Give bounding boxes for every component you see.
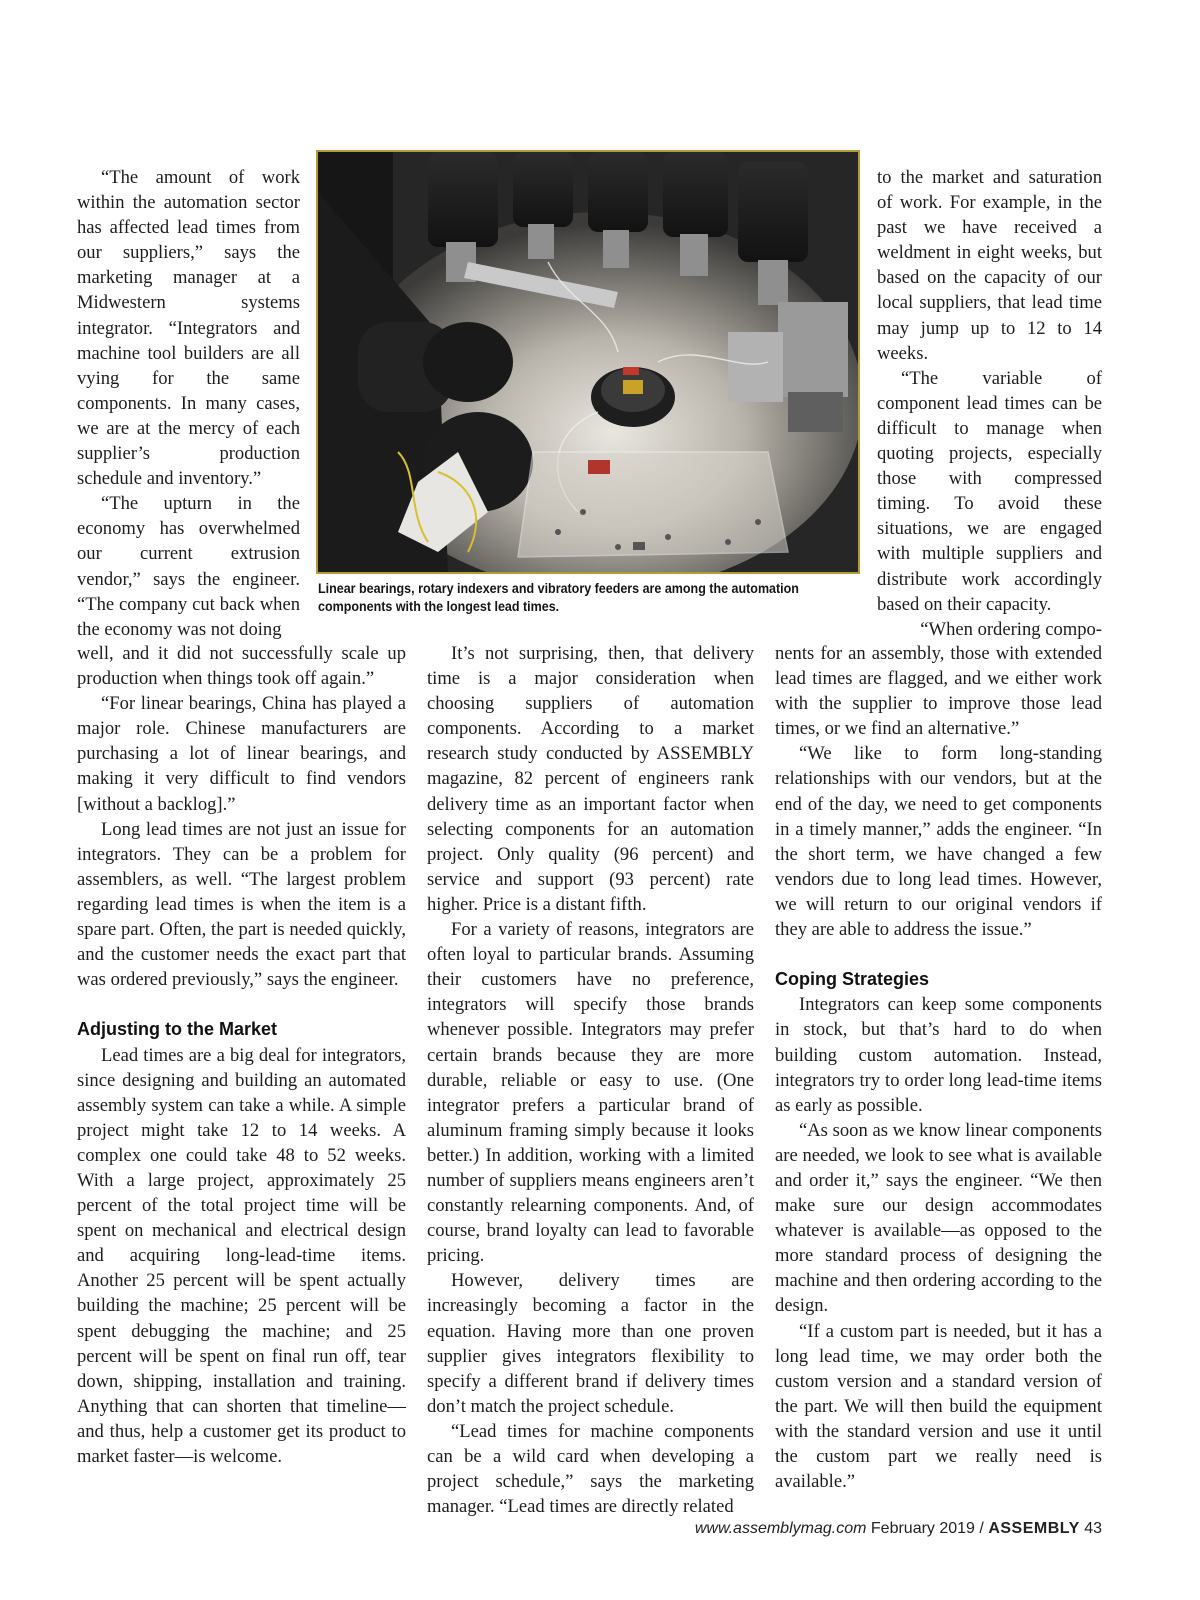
body-paragraph: “Lead times for machine components can be a wild card when developing a project schedule,” says the marketing manager. “Lead times are directly related — [427, 1420, 754, 1518]
page-footer — [695, 1520, 1102, 1538]
body-paragraph: It’s not surprising, then, that delivery time is a major consideration when choosing suppliers of automation components. According to a market research study conducted by ASSEMBLY magazine, 82 percent of engineers rank delivery time as an important factor when selecting components for an automation project. Only quality (96 percent) and service and support (93 percent) rate higher. Price is a distant fifth. — [427, 643, 754, 915]
footer-url[interactable]: www.assemblymag.com — [694, 1520, 867, 1537]
body-paragraph: Lead times are a big deal for integrators, since designing and building an automated assembly system can take a while. A simple project might take 12 to 14 weeks. A complex one could take 48 to 52 weeks. With a large project, approximately 25 percent of the total project time will be spent on mechanical and electrical design and acquiring long-lead-time items. Another 25 percent will be spent actually building the machine; 25 percent will be spent debugging the machine; and 25 percent will be spent on final run off, tear down, shipping, installation and training. Anything that can shorten that timeline—and thus, help a customer get its product to market faster—is welcome. — [77, 1044, 406, 1467]
body-paragraph-continued: well, and it did not successfully scale up production when things took off again.” — [77, 643, 406, 690]
column-1 — [77, 641, 406, 1469]
body-paragraph-continued: to the market and saturation of work. For example, in the past we have received a weldment in eight weeks, but based on the capacity of our local suppliers, that lead time may jump up to 12 to 14 weeks. — [877, 167, 1102, 364]
body-paragraph: Integrators can keep some components in stock, but that’s hard to do when building custom automation. Instead, integrators try to order long lead-time items as early as possible. — [775, 994, 1102, 1116]
body-paragraph: “We like to form long-standing relationships with our vendors, but at the end of the day, we need to get components in a timely manner,” adds the engineer. “In the short term, we have changed a few vendors due to long lead times. However, we will return to our original vendors if they are able to address the issue.” — [775, 743, 1102, 941]
footer-date: February 2019 — [870, 1520, 975, 1537]
page-number: 43 — [1084, 1520, 1102, 1537]
column-3-wrap — [877, 165, 1102, 642]
body-paragraph: For a variety of reasons, integrators are often loyal to particular brands. Assuming their customers have no preference, integrators will specify those brands whenever possible. Integrators may prefer certain brands because they are more durable, reliable or easy to use. (One integrator prefers a particular brand of aluminum framing simply because it looks better.) In addition, working with a limited number of suppliers means engineers aren’t constantly relearning components. And, of course, brand loyalty can lead to favorable pricing. — [427, 919, 754, 1267]
body-paragraph: However, delivery times are increasingly becoming a factor in the equation. Having more than one proven supplier gives integrators flexibility to specify a different brand if delivery times don’t match the project schedule. — [427, 1270, 754, 1417]
body-paragraph: “As soon as we know linear components are needed, we look to see what is available and order it,” says the engineer. “We then make sure our design accommodates whatever is available—as opposed to the more standard process of designing the machine and then ordering according to the design. — [775, 1119, 1102, 1317]
column-2 — [427, 641, 754, 1519]
column-1-wrap — [77, 165, 300, 642]
body-paragraph: “The variable of component lead times can be difficult to manage when quoting projects, especially those with compressed timing. To avoid these situations, we are engaged with multiple suppliers and distribute work accordingly based on their capacity. — [877, 367, 1102, 615]
body-paragraph: “For linear bearings, China has played a major role. Chinese manufacturers are purchasing a lot of linear bearings, and making it very difficult to find vendors [without a backlog].” — [77, 693, 406, 815]
body-paragraph: “When ordering compo- — [920, 618, 1102, 640]
column-3 — [775, 641, 1102, 1494]
section-heading-coping: Coping Strategies — [775, 969, 930, 990]
automation-machine-image — [318, 152, 858, 572]
body-paragraph: “The upturn in the economy has overwhelmed our current extrusion vendor,” says the engineer. “The company cut back when the economy was not doing — [77, 493, 300, 640]
machine-photo — [316, 150, 860, 574]
footer-separator: / — [979, 1520, 984, 1537]
figure-caption: Linear bearings, rotary indexers and vibratory feeders are among the automation components with the longest lead times. — [318, 581, 799, 615]
footer-magazine: ASSEMBLY — [988, 1520, 1080, 1537]
body-paragraph-continued: nents for an assembly, those with extended lead times are flagged, and we either work with the supplier to improve those lead times, or we find an alternative.” — [775, 643, 1102, 740]
section-heading-adjusting: Adjusting to the Market — [77, 1019, 278, 1040]
body-paragraph: Long lead times are not just an issue for integrators. They can be a problem for assemblers, as well. “The largest problem regarding lead times is when the item is a spare part. Often, the part is needed quickly, and the customer needs the exact part that was ordered previously,” says the engineer. — [77, 818, 406, 991]
body-paragraph: “The amount of work within the automation sector has affected lead times from our suppliers,” says the marketing manager at a Midwestern systems integrator. “Integrators and machine tool builders are all vying for the same components. In many cases, we are at the mercy of each supplier’s production schedule and inventory.” — [77, 167, 300, 490]
body-paragraph: “If a custom part is needed, but it has a long lead time, we may order both the custom version and a standard version of the part. We will then build the equipment with the standard version and use it until the custom part we really need is available.” — [775, 1320, 1102, 1493]
